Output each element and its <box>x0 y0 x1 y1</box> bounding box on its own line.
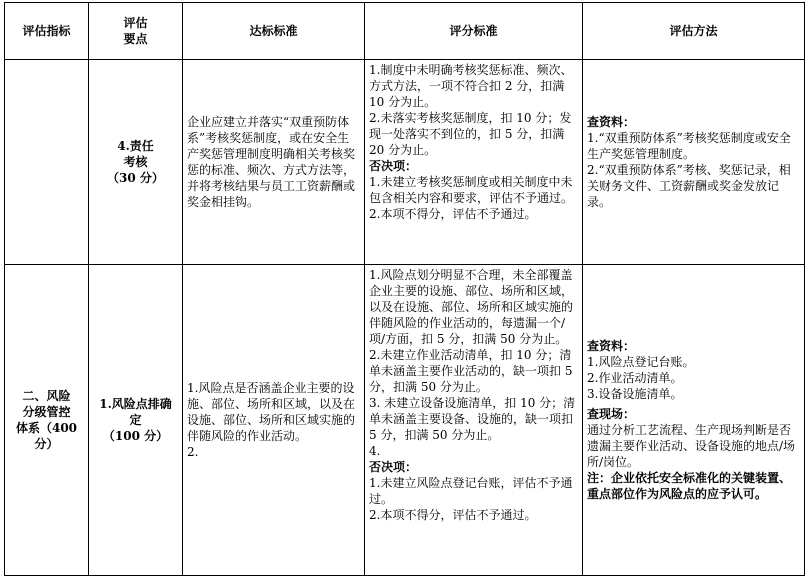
standard-cell: 企业应建立并落实“双重预防体系”考核奖惩制度，或在安全生产奖惩管理制度明确相关考核奖惩的标准、频次、方式方法等，并将考核结果与员工工资薪酬或奖金相挂钩。 <box>183 60 365 265</box>
assessment-table <box>4 2 805 576</box>
veto-heading: 否决项： <box>369 460 418 474</box>
indicator-cell: 二、风险 分级管控 体系（400 分） <box>5 265 89 576</box>
header-scoring: 评分标准 <box>365 3 583 60</box>
scoring-line: 1.未建立风险点登记台账，评估不予通过。 <box>369 476 573 506</box>
check-docs-heading: 查资料： <box>587 339 636 353</box>
point-cell: 4.责任 考核 （30 分） <box>89 60 183 265</box>
check-docs-heading: 查资料： <box>587 115 636 129</box>
header-standard: 达标标准 <box>183 3 365 60</box>
standard-cell: 1.风险点是否涵盖企业主要的设施、部位、场所和区域，以及在设施、部位、场所和区域实施的伴随风险的作业活动。 2. <box>183 265 365 576</box>
table-row <box>5 265 805 576</box>
scoring-line: 1.风险点划分明显不合理，未全部覆盖企业主要的设施、部位、场所和区域，以及在设施、部位、场所和区域实施的伴随风险的作业活动的，每遗漏一个/项/方面，扣 5 分，扣满 50 分为止。 <box>369 268 574 346</box>
method-line: 1.风险点登记台账。 <box>587 355 695 369</box>
method-cell <box>583 60 805 265</box>
method-line: 通过分析工艺流程、生产现场判断是否遗漏主要作业活动、设备设施的地点/场所/岗位。 <box>587 423 796 469</box>
check-site-heading: 查现场： <box>587 407 636 421</box>
scoring-line: 1.未建立考核奖惩制度或相关制度中未包含相关内容和要求，评估不予通过。 <box>369 175 574 205</box>
indicator-cell <box>5 60 89 265</box>
method-line: 2.“双重预防体系”考核、奖惩记录，相关财务文件、工资薪酬或奖金发放记录。 <box>587 163 791 209</box>
point-cell: 1.风险点排确 定 （100 分） <box>89 265 183 576</box>
scoring-line: 3. 未建立设备设施清单，扣 10 分；清单未涵盖主要设备、设施的，缺一项扣 5 分，扣满 50 分为止。 <box>369 396 576 442</box>
header-method: 评估方法 <box>583 3 805 60</box>
method-cell <box>583 265 805 576</box>
scoring-line: 2.未落实考核奖惩制度，扣 10 分；发现一处落实不到位的，扣 5 分，扣满 20 分为止。 <box>369 111 572 157</box>
note-line: 注：企业依托安全标准化的关键装置、重点部位作为风险点的应予认可。 <box>587 471 792 501</box>
header-indicator: 评估指标 <box>5 3 89 60</box>
veto-heading: 否决项： <box>369 159 418 173</box>
scoring-cell <box>365 60 583 265</box>
header-row <box>5 3 805 60</box>
scoring-line: 1.制度中未明确考核奖惩标准、频次、方式方法，一项不符合扣 2 分，扣满 10 分为止。 <box>369 63 573 109</box>
scoring-line: 4. <box>369 444 381 458</box>
header-point: 评估 要点 <box>89 3 183 60</box>
method-line: 2.作业活动清单。 <box>587 371 683 385</box>
table-row <box>5 60 805 265</box>
scoring-cell <box>365 265 583 576</box>
method-line: 1.“双重预防体系”考核奖惩制度或安全生产奖惩管理制度。 <box>587 131 791 161</box>
method-line: 3.设备设施清单。 <box>587 387 683 401</box>
scoring-line: 2.未建立作业活动清单，扣 10 分；清单未涵盖主要作业活动的，缺一项扣 5 分，扣满 50 分为止。 <box>369 348 573 394</box>
scoring-line: 2.本项不得分，评估不予通过。 <box>369 207 537 221</box>
scoring-line: 2.本项不得分，评估不予通过。 <box>369 508 537 522</box>
